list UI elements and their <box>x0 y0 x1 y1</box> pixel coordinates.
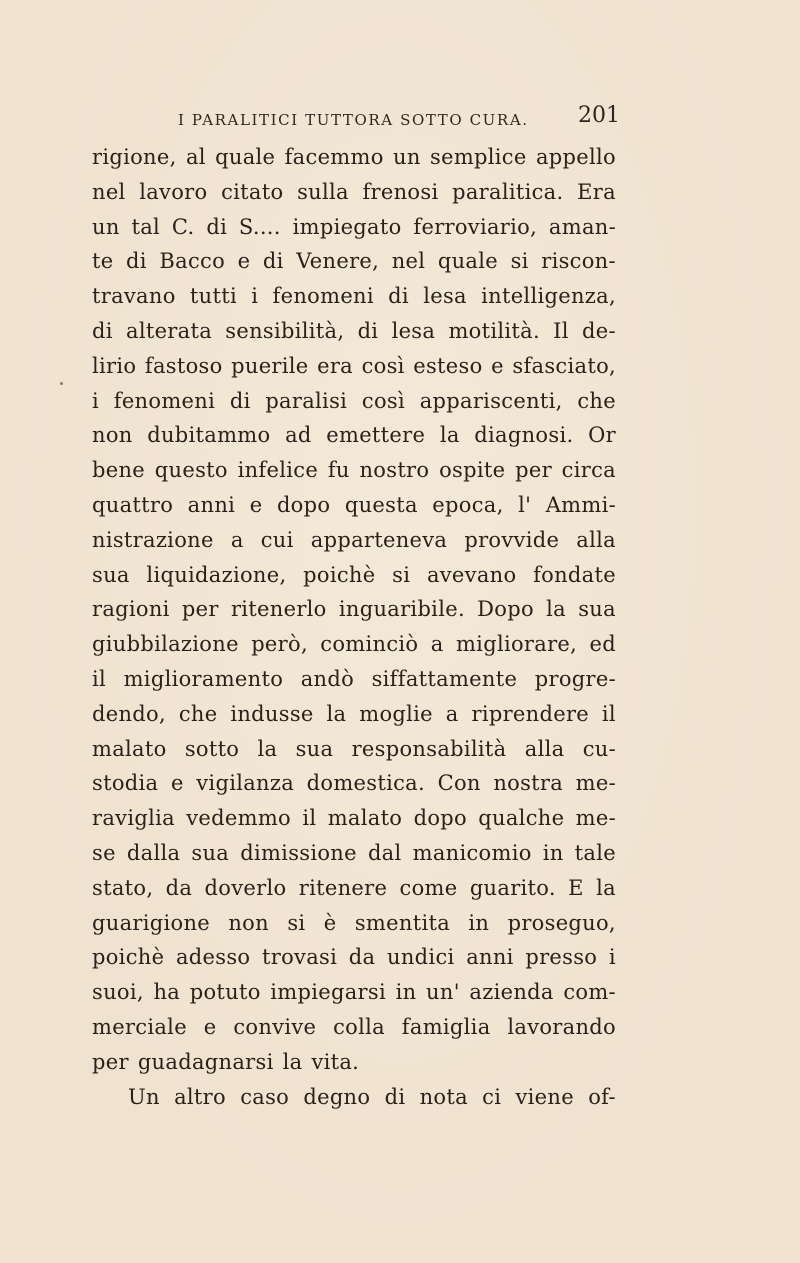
word: nel <box>391 249 426 274</box>
word: un' <box>426 980 460 1005</box>
text-line <box>92 871 616 906</box>
word: ed <box>589 632 616 657</box>
word: diagnosi. <box>474 423 574 448</box>
word: raviglia <box>92 806 175 831</box>
text-line <box>92 349 616 384</box>
word: cui <box>260 527 294 552</box>
word: ferroviario, <box>413 214 538 239</box>
word: e <box>203 1014 217 1039</box>
word: de- <box>582 318 616 343</box>
word: colla <box>333 1014 385 1039</box>
word: il <box>302 806 317 831</box>
word: e <box>249 492 263 517</box>
word: lavoro <box>139 179 208 204</box>
word: circa <box>561 458 616 483</box>
word: trovasi <box>262 945 338 970</box>
word: così <box>361 388 405 413</box>
word: e <box>170 771 184 796</box>
word: adesso <box>175 945 251 970</box>
word: provvide <box>464 527 560 552</box>
word: te <box>92 249 114 274</box>
word: indusse <box>230 701 314 726</box>
word: Era <box>577 179 616 204</box>
page-number: 201 <box>578 103 620 128</box>
word: quale <box>437 249 498 274</box>
word: un <box>92 214 120 239</box>
word: a <box>430 632 444 657</box>
word: rigione, <box>92 145 177 169</box>
word: è <box>323 910 337 935</box>
word: malato <box>327 806 403 831</box>
text-line <box>92 1080 616 1115</box>
text-line <box>92 523 616 558</box>
word: frenosi <box>362 179 439 204</box>
word: apparteneva <box>310 527 448 552</box>
word: quale <box>215 145 276 169</box>
word: tutti <box>189 284 237 309</box>
word: puerile <box>231 353 309 378</box>
word: vita. <box>311 1049 360 1074</box>
text-line <box>92 732 616 767</box>
word: ci <box>482 1084 502 1109</box>
word: un <box>393 145 421 169</box>
text-line <box>92 697 616 732</box>
word: impiegato <box>292 214 402 239</box>
word: a <box>230 527 244 552</box>
word: al <box>185 145 206 169</box>
text-line <box>92 592 616 627</box>
word: dendo, <box>92 701 166 726</box>
word: domestica. <box>306 771 425 796</box>
word: guarito. <box>469 875 556 900</box>
word: in <box>468 910 490 935</box>
word: sfasciato, <box>512 353 616 378</box>
word: semplice <box>430 145 527 169</box>
word: manicomio <box>412 840 532 865</box>
word: liquidazione, <box>146 562 287 587</box>
word: impiegarsi <box>270 980 386 1005</box>
word: giubbilazione <box>92 632 239 657</box>
word: famiglia <box>401 1014 491 1039</box>
word: il <box>92 666 107 691</box>
word: non <box>228 910 269 935</box>
word: la <box>596 875 616 900</box>
word: per <box>92 1049 129 1074</box>
word: se <box>92 840 116 865</box>
word: lirio <box>92 353 137 378</box>
word: però, <box>251 632 308 657</box>
word: sulla <box>297 179 349 204</box>
text-line <box>92 1010 616 1045</box>
word: proseguo, <box>507 910 616 935</box>
word: motilità. <box>448 318 540 343</box>
word: azienda <box>469 980 554 1005</box>
page-header <box>178 103 620 135</box>
word: cu- <box>582 736 616 761</box>
word: la <box>282 1049 303 1074</box>
word: a <box>445 701 459 726</box>
word: sua <box>295 736 334 761</box>
word: guadagnarsi <box>137 1049 274 1074</box>
word: di <box>388 284 409 309</box>
word: miglioramento <box>123 666 284 691</box>
word: di <box>206 214 228 239</box>
word: cominciò <box>320 632 419 657</box>
word: anni <box>466 945 514 970</box>
word: nostro <box>359 458 430 483</box>
word: altro <box>174 1084 226 1109</box>
word: e <box>491 353 504 378</box>
text-line <box>92 801 616 836</box>
word: sua <box>92 562 130 587</box>
word: poichè <box>92 945 165 970</box>
word: C. <box>171 214 195 239</box>
word: doverlo <box>204 875 287 900</box>
word: i <box>92 388 100 413</box>
word: da <box>348 945 376 970</box>
word: nistrazione <box>92 527 214 552</box>
word: la <box>439 423 460 448</box>
word: inguaribile. <box>338 597 465 622</box>
word: non <box>92 423 133 448</box>
word: e <box>237 249 251 274</box>
word: Bacco <box>159 249 226 274</box>
word: la <box>546 597 566 622</box>
word: Un <box>128 1084 160 1109</box>
word: siffattamente <box>371 666 518 691</box>
word: che <box>577 388 616 413</box>
text-line <box>92 314 616 349</box>
word: ritenerlo <box>230 597 327 622</box>
word: in <box>542 840 564 865</box>
word: l' <box>518 492 532 517</box>
word: tale <box>574 840 616 865</box>
word: Ammi- <box>545 492 616 517</box>
running-head: I PARALITICI TUTTORA SOTTO CURA. <box>178 111 529 129</box>
word: citato <box>221 179 284 204</box>
word: travano <box>92 284 176 309</box>
word: come <box>399 875 458 900</box>
word: ragioni <box>92 597 170 622</box>
text-line <box>92 384 616 419</box>
word: Or <box>588 423 616 448</box>
word: malato <box>92 736 167 761</box>
word: il <box>601 701 616 726</box>
word: Con <box>437 771 481 796</box>
word: di <box>262 249 284 274</box>
word: ritenere <box>298 875 388 900</box>
body-text <box>92 140 616 1114</box>
word: andò <box>300 666 355 691</box>
word: infelice <box>237 458 319 483</box>
word: me- <box>575 771 616 796</box>
word: progre- <box>534 666 616 691</box>
word: questa <box>344 492 418 517</box>
word: convive <box>233 1014 317 1039</box>
word: in <box>395 980 417 1005</box>
word: Il <box>553 318 569 343</box>
word: com- <box>563 980 616 1005</box>
word: così <box>361 353 405 378</box>
word: fenomeni <box>272 284 374 309</box>
text-line <box>92 975 616 1010</box>
word: fenomeni <box>113 388 216 413</box>
word: suoi, <box>92 980 144 1005</box>
text-line <box>92 766 616 801</box>
word: bene <box>92 458 146 483</box>
word: di <box>126 249 147 274</box>
word: sua <box>578 597 616 622</box>
word: Venere, <box>296 249 380 274</box>
text-line <box>92 175 616 210</box>
word: E <box>568 875 584 900</box>
word: nota <box>419 1084 468 1109</box>
text-line <box>92 627 616 662</box>
word: viene <box>515 1084 574 1109</box>
word: fondate <box>533 562 616 587</box>
word: i <box>251 284 259 309</box>
word: vigilanza <box>196 771 295 796</box>
text-line <box>92 1045 616 1080</box>
word: riscon- <box>541 249 616 274</box>
word: Dopo <box>477 597 534 622</box>
word: ha <box>153 980 181 1005</box>
word: nel <box>92 179 126 204</box>
word: of- <box>588 1084 616 1109</box>
word: di <box>92 318 113 343</box>
word: ospite <box>439 458 506 483</box>
word: appello <box>535 145 616 169</box>
text-line <box>92 210 616 245</box>
text-line <box>92 418 616 453</box>
word: poichè <box>303 562 376 587</box>
word: degno <box>303 1084 371 1109</box>
word: intelligenza, <box>481 284 616 309</box>
word: di <box>384 1084 406 1109</box>
word: S.... <box>238 214 281 239</box>
word: alterata <box>126 318 213 343</box>
word: dal <box>367 840 402 865</box>
word: esteso <box>413 353 483 378</box>
word: era <box>317 353 353 378</box>
word: alla <box>524 736 565 761</box>
text-line <box>92 453 616 488</box>
word: tal <box>131 214 161 239</box>
word: emettere <box>326 423 426 448</box>
word: aman- <box>548 214 616 239</box>
text-line <box>92 662 616 697</box>
word: dalla <box>126 840 181 865</box>
word: di <box>357 318 379 343</box>
word: di <box>229 388 251 413</box>
word: sensibilità, <box>225 318 345 343</box>
word: che <box>178 701 218 726</box>
word: alla <box>576 527 616 552</box>
word: responsabilità <box>351 736 507 761</box>
word: nostra <box>493 771 564 796</box>
word: guarigione <box>92 910 210 935</box>
margin-mark <box>60 382 63 385</box>
word: stodia <box>92 771 159 796</box>
text-line <box>92 558 616 593</box>
word: da <box>165 875 193 900</box>
word: si <box>287 910 306 935</box>
word: sotto <box>184 736 240 761</box>
word: fastoso <box>144 353 223 378</box>
word: facemmo <box>284 145 384 169</box>
text-line <box>92 906 616 941</box>
word: me- <box>575 806 616 831</box>
word: migliorare, <box>455 632 578 657</box>
word: dimissione <box>240 840 357 865</box>
word: la <box>257 736 278 761</box>
text-line <box>92 279 616 314</box>
word: qualche <box>478 806 565 831</box>
word: dopo <box>413 806 467 831</box>
word: undici <box>387 945 455 970</box>
text-line <box>92 836 616 871</box>
word: anni <box>187 492 236 517</box>
word: caso <box>240 1084 290 1109</box>
word: potuto <box>189 980 261 1005</box>
word: quattro <box>92 492 174 517</box>
word: riprendere <box>471 701 590 726</box>
word: questo <box>154 458 228 483</box>
text-line <box>92 488 616 523</box>
word: i <box>608 945 616 970</box>
text-line <box>92 244 616 279</box>
word: merciale <box>92 1014 187 1039</box>
word: paralitica. <box>452 179 564 204</box>
word: si <box>392 562 411 587</box>
word: sua <box>191 840 230 865</box>
word: dopo <box>276 492 331 517</box>
word: lesa <box>391 318 436 343</box>
word: fu <box>327 458 350 483</box>
word: si <box>510 249 529 274</box>
word: epoca, <box>432 492 504 517</box>
word: per <box>515 458 552 483</box>
word: vedemmo <box>186 806 291 831</box>
word: moglie <box>359 701 433 726</box>
word: smentita <box>354 910 451 935</box>
word: presso <box>525 945 598 970</box>
word: stato, <box>92 875 154 900</box>
word: ad <box>285 423 312 448</box>
word: lavorando <box>507 1014 616 1039</box>
word: avevano <box>426 562 517 587</box>
word: la <box>326 701 347 726</box>
text-line <box>92 140 616 175</box>
word: per <box>181 597 219 622</box>
text-line <box>92 940 616 975</box>
word: paralisi <box>265 388 348 413</box>
word: appariscenti, <box>419 388 563 413</box>
word: dubitammo <box>147 423 271 448</box>
word: lesa <box>423 284 467 309</box>
